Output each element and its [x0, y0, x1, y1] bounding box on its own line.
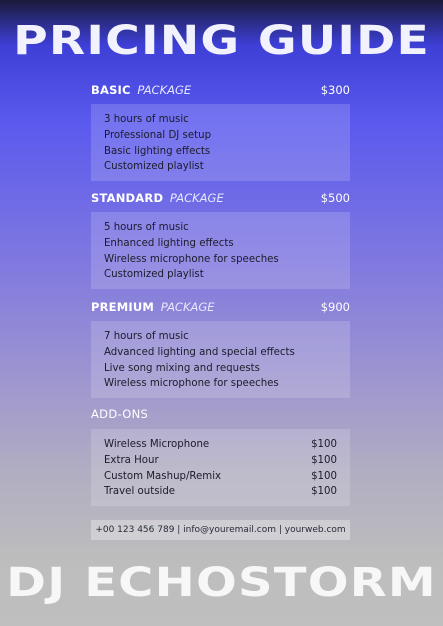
package-name: PREMIUM: [91, 300, 155, 314]
package-subtitle: PACKAGE: [137, 83, 192, 97]
feature-item: Customized playlist: [104, 161, 204, 173]
addon-row: [104, 484, 337, 500]
package-subtitle: PACKAGE: [169, 191, 224, 205]
addon-price: $100: [311, 486, 337, 498]
addon-label: Extra Hour: [104, 454, 159, 466]
dj-name: DJ ECHOSTORM: [6, 560, 437, 606]
package-name: STANDARD: [91, 191, 164, 205]
feature-item: Live song mixing and requests: [104, 362, 260, 374]
package-features: [91, 104, 350, 181]
addon-label: Travel outside: [104, 486, 176, 498]
package-standard: [91, 190, 350, 289]
addon-label: Custom Mashup/Remix: [104, 470, 222, 482]
contact-bar: +00 123 456 789 | info@youremail.com | yourweb.com: [91, 520, 350, 540]
feature-item: Customized playlist: [104, 269, 204, 281]
feature-item: 5 hours of music: [104, 222, 189, 233]
package-features: [91, 321, 350, 398]
package-header: [91, 190, 350, 206]
page-title: PRICING GUIDE: [13, 18, 430, 64]
addon-price: $100: [311, 454, 337, 466]
feature-item: 3 hours of music: [104, 114, 189, 125]
addon-label: Wireless Microphone: [104, 439, 210, 450]
addons-title: ADD-ONS: [91, 407, 149, 421]
feature-item: Wireless microphone for speeches: [104, 253, 279, 265]
feature-item: Basic lighting effects: [104, 145, 211, 157]
addon-row: [104, 453, 337, 469]
feature-item: Wireless microphone for speeches: [104, 378, 279, 390]
package-basic: [91, 82, 350, 181]
addon-price: $100: [311, 439, 337, 450]
feature-item: Advanced lighting and special effects: [104, 346, 295, 358]
package-header: [91, 82, 350, 98]
package-price: $900: [320, 300, 350, 314]
package-price: $500: [320, 191, 350, 205]
package-price: $300: [320, 83, 350, 97]
feature-item: Professional DJ setup: [104, 129, 212, 141]
package-features: [91, 212, 350, 289]
addon-price: $100: [311, 470, 337, 482]
feature-item: Enhanced lighting effects: [104, 237, 234, 249]
addon-row: [104, 469, 337, 485]
package-header: [91, 299, 350, 315]
addons-list: [91, 429, 350, 506]
package-subtitle: PACKAGE: [160, 300, 215, 314]
addon-row: [104, 437, 337, 453]
addons-section: [91, 407, 350, 506]
package-premium: [91, 299, 350, 398]
feature-item: 7 hours of music: [104, 331, 189, 342]
package-name: BASIC: [91, 83, 131, 97]
